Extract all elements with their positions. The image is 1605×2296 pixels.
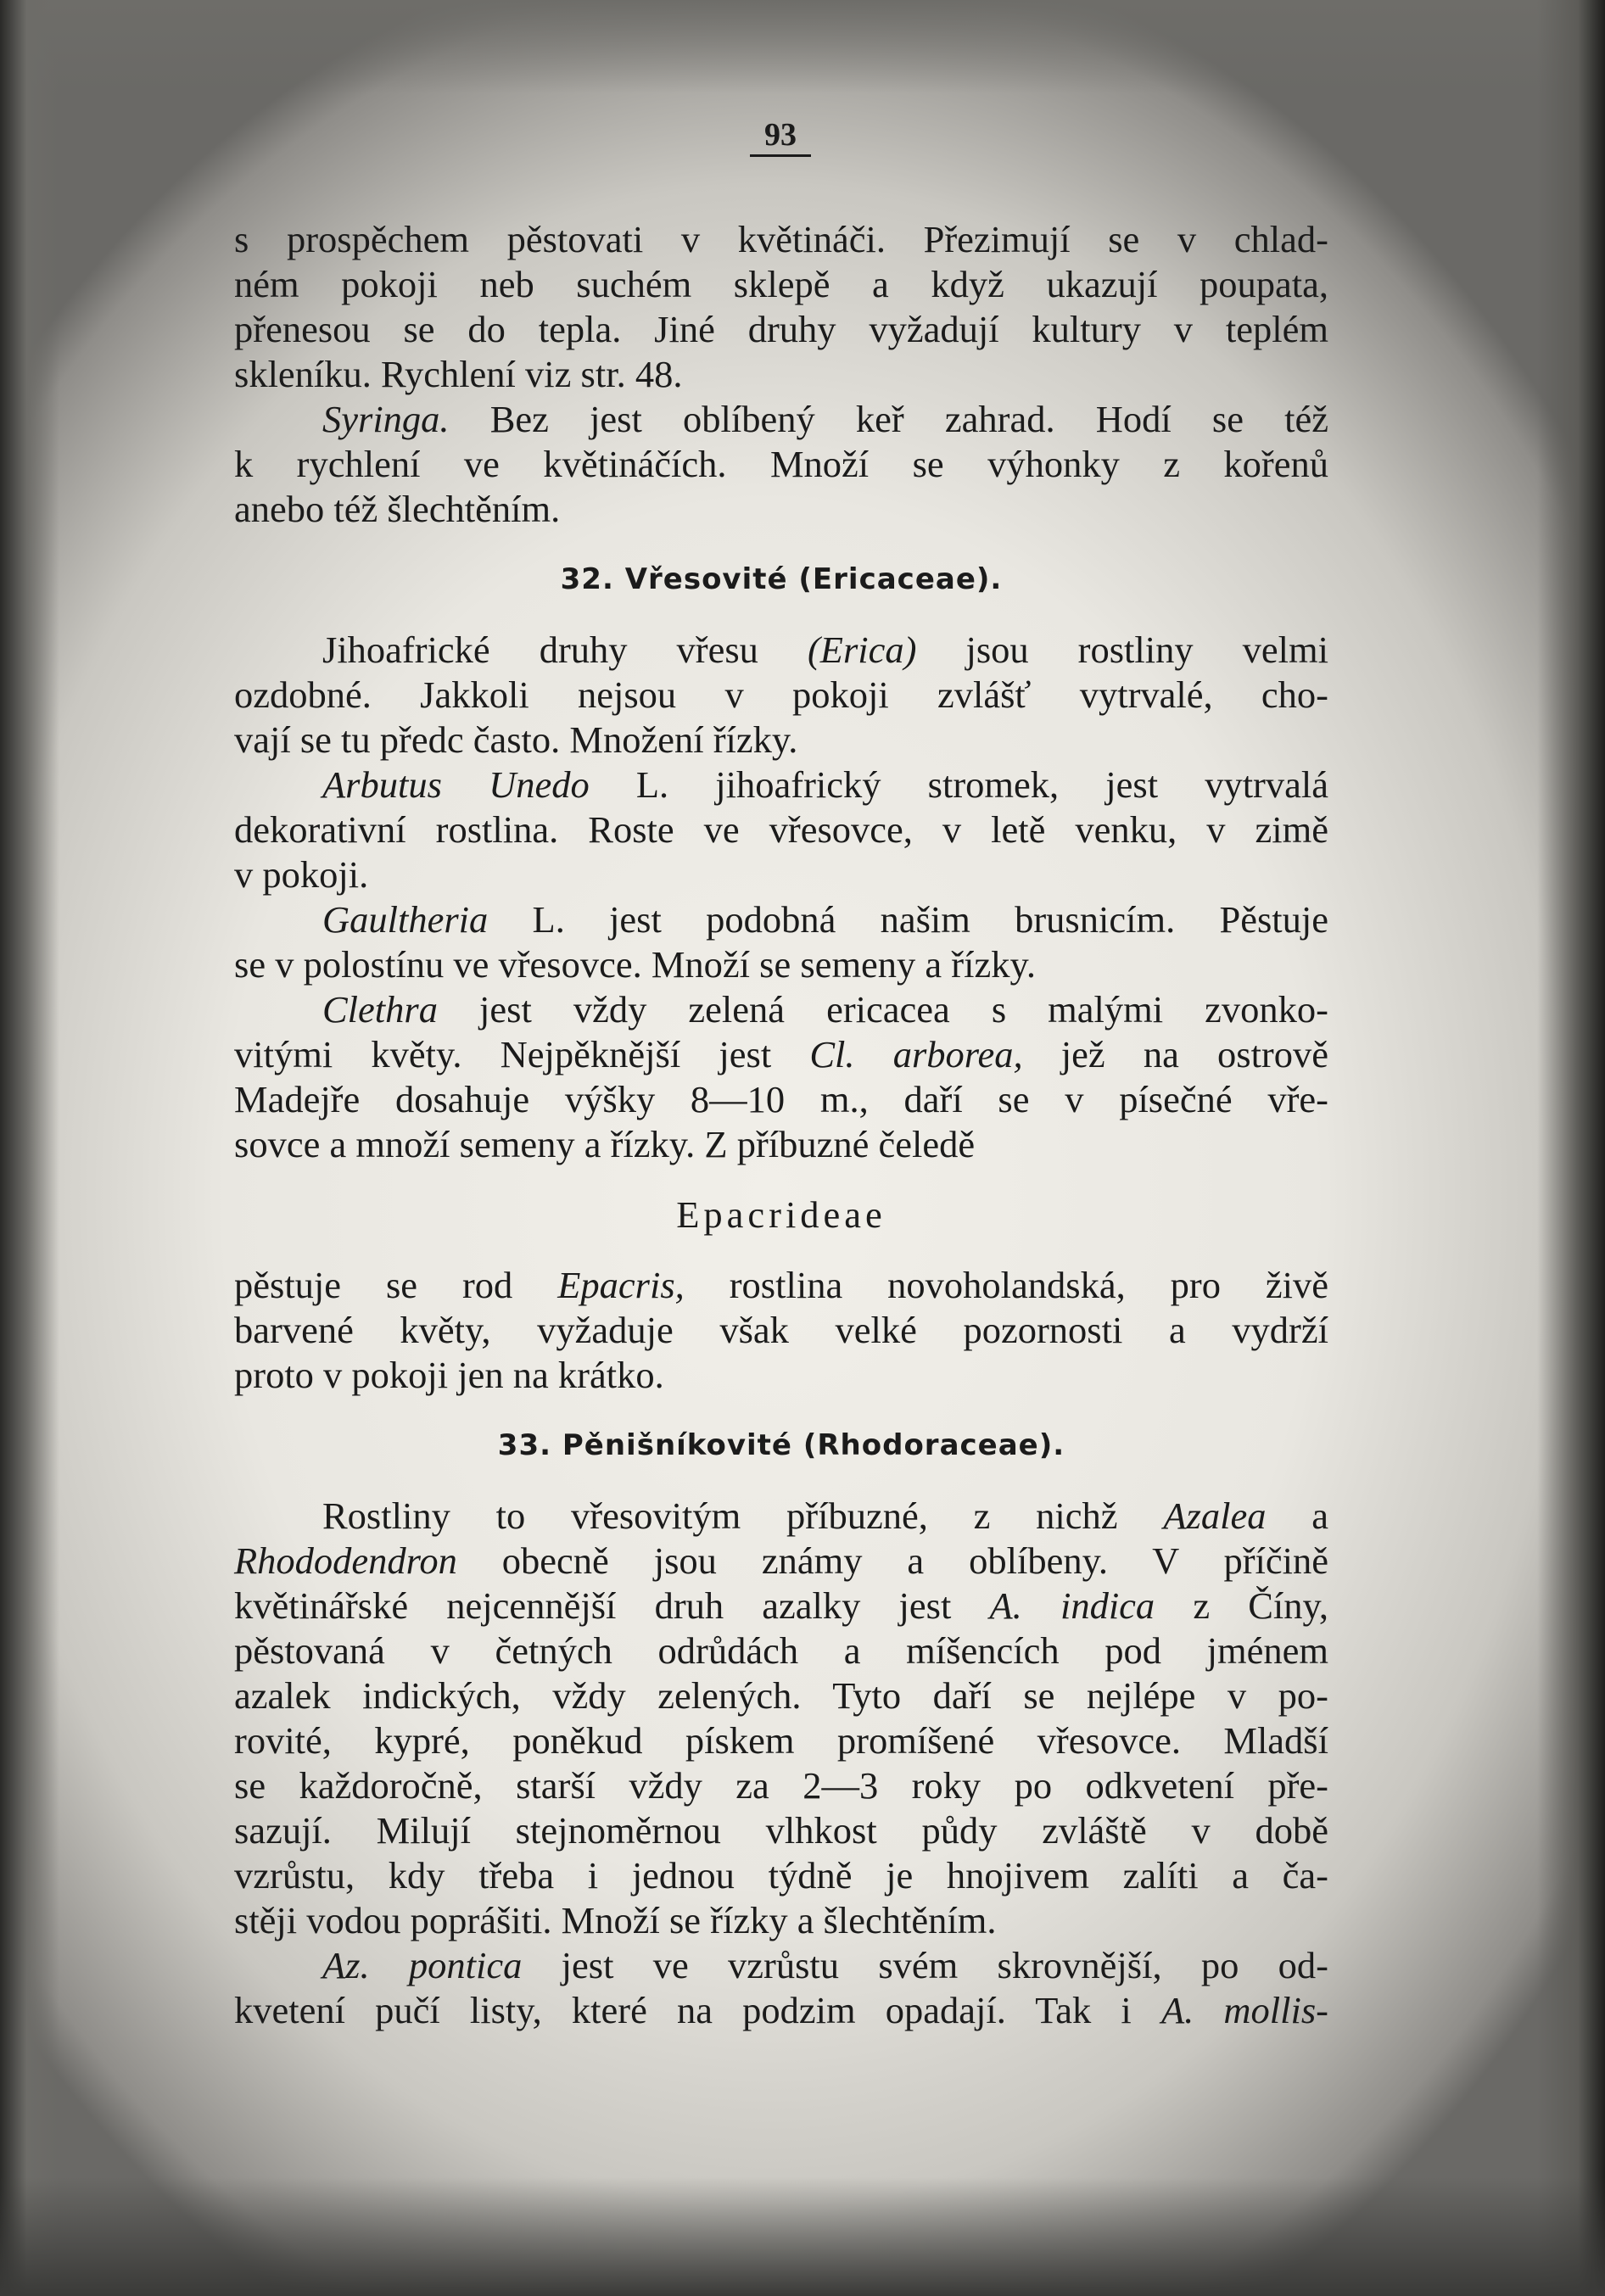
text-line: Madejře dosahuje výšky 8—10 m., daří se v písečné vře- xyxy=(234,1078,1328,1120)
text-line: rovité, kypré, poněkud pískem promíšené vřesovce. Mladší xyxy=(234,1719,1328,1762)
text-line: stěji vodou poprášiti. Množí se řízky a šlechtěním. xyxy=(234,1899,997,1941)
text-line: Rostliny to vřesovitým příbuzné, z nichž Azalea a xyxy=(322,1494,1328,1537)
spacer xyxy=(234,602,1328,628)
scan-edge-bottom xyxy=(0,2177,1605,2296)
text-line: Clethra jest vždy zelená ericacea s malými zvonko- xyxy=(322,988,1328,1031)
text-line: kvetení pučí listy, které na podzim opadají. Tak i A. mollis- xyxy=(234,1989,1329,2031)
text-line: Syringa. Bez jest oblíbený keř zahrad. Hodí se též xyxy=(322,398,1328,440)
text-line: Rhododendron obecně jsou známy a oblíbeny. V příčině xyxy=(234,1539,1328,1582)
text-line: Jihoafrické druhy vřesu (Erica) jsou rostliny velmi xyxy=(322,628,1328,671)
text-line: Gaultheria L. jest podobná našim brusnicím. Pěstuje xyxy=(322,898,1328,941)
scan-edge-top xyxy=(0,0,1605,93)
text-line: přenesou se do tepla. Jiné druhy vyžadují kultury v teplém xyxy=(234,308,1328,350)
text-line: dekorativní rostlina. Roste ve vřesovce, v letě venku, v zimě xyxy=(234,808,1328,851)
taxon-gaultheria: Gaultheria xyxy=(322,898,489,941)
text-line: barvené květy, vyžaduje však velké pozornosti a vydrží xyxy=(234,1309,1328,1351)
text-line: se v polostínu ve vřesovce. Množí se semeny a řízky. xyxy=(234,943,1036,986)
section-heading-32: 32. Vřesovité (Ericaceae). xyxy=(560,562,1003,596)
text-line: ozdobné. Jakkoli nejsou v pokoji zvlášť vytrvalé, cho- xyxy=(234,673,1328,716)
scan-edge-left xyxy=(0,0,59,2296)
text-line: pěstovaná v četných odrůdách a míšencích pod jménem xyxy=(234,1629,1328,1672)
text-line: proto v pokoji jen na krátko. xyxy=(234,1354,664,1396)
subheading-epacrideae: Epacrideae xyxy=(676,1193,886,1236)
text-line: anebo též šlechtěním. xyxy=(234,488,561,530)
taxon-arbutus: Arbutus Unedo xyxy=(322,763,590,806)
text-line: květinářské nejcennější druh azalky jest A. indica z Číny, xyxy=(234,1584,1329,1627)
spacer xyxy=(234,1468,1328,1494)
spacer xyxy=(234,1398,1328,1423)
text-line: Arbutus Unedo L. jihoafrický stromek, jest vytrvalá xyxy=(322,763,1328,806)
text-line: ném pokoji neb suchém sklepě a když ukazují poupata, xyxy=(234,263,1328,305)
text-line: vitými květy. Nejpěknější jest Cl. arborea, jež na ostrově xyxy=(234,1033,1329,1075)
text-line: pěstuje se rod Epacris, rostlina novoholandská, pro živě xyxy=(234,1264,1328,1306)
text-line: Az. pontica jest ve vzrůstu svém skrovnější, po od- xyxy=(322,1944,1328,1986)
taxon-syringa: Syringa. xyxy=(322,398,450,440)
text-line: skleníku. Rychlení viz str. 48. xyxy=(234,353,683,395)
text-line: k rychlení ve květináčích. Množí se výhonky z kořenů xyxy=(234,443,1328,485)
text-line: sovce a množí semeny a řízky. Z příbuzné čeledě xyxy=(234,1123,976,1165)
taxon-clethra: Clethra xyxy=(322,988,438,1031)
text-line: azalek indických, vždy zelených. Tyto daří se nejlépe v po- xyxy=(234,1674,1328,1717)
text-line: s prospěchem pěstovati v květináči. Přezimují se v chlad- xyxy=(234,218,1328,260)
text-line: vzrůstu, kdy třeba i jednou týdně je hnojivem zalíti a ča- xyxy=(234,1854,1328,1897)
spacer xyxy=(234,532,1328,557)
section-heading-33: 33. Pěnišníkovité (Rhodoraceae). xyxy=(497,1428,1065,1462)
text-line: se každoročně, starší vždy za 2—3 roky po odkvetení pře- xyxy=(234,1764,1328,1807)
page-body xyxy=(234,217,1328,2033)
text-line: vají se tu předc často. Množení řízky. xyxy=(234,718,798,761)
text-line: sazují. Milují stejnoměrnou vlhkost půdy zvláště v době xyxy=(234,1809,1328,1852)
page-number: 93 xyxy=(750,117,811,157)
spacer xyxy=(234,1237,1328,1263)
scan-edge-right xyxy=(1537,0,1605,2296)
text-line: v pokoji. xyxy=(234,853,369,896)
spacer xyxy=(234,1167,1328,1193)
